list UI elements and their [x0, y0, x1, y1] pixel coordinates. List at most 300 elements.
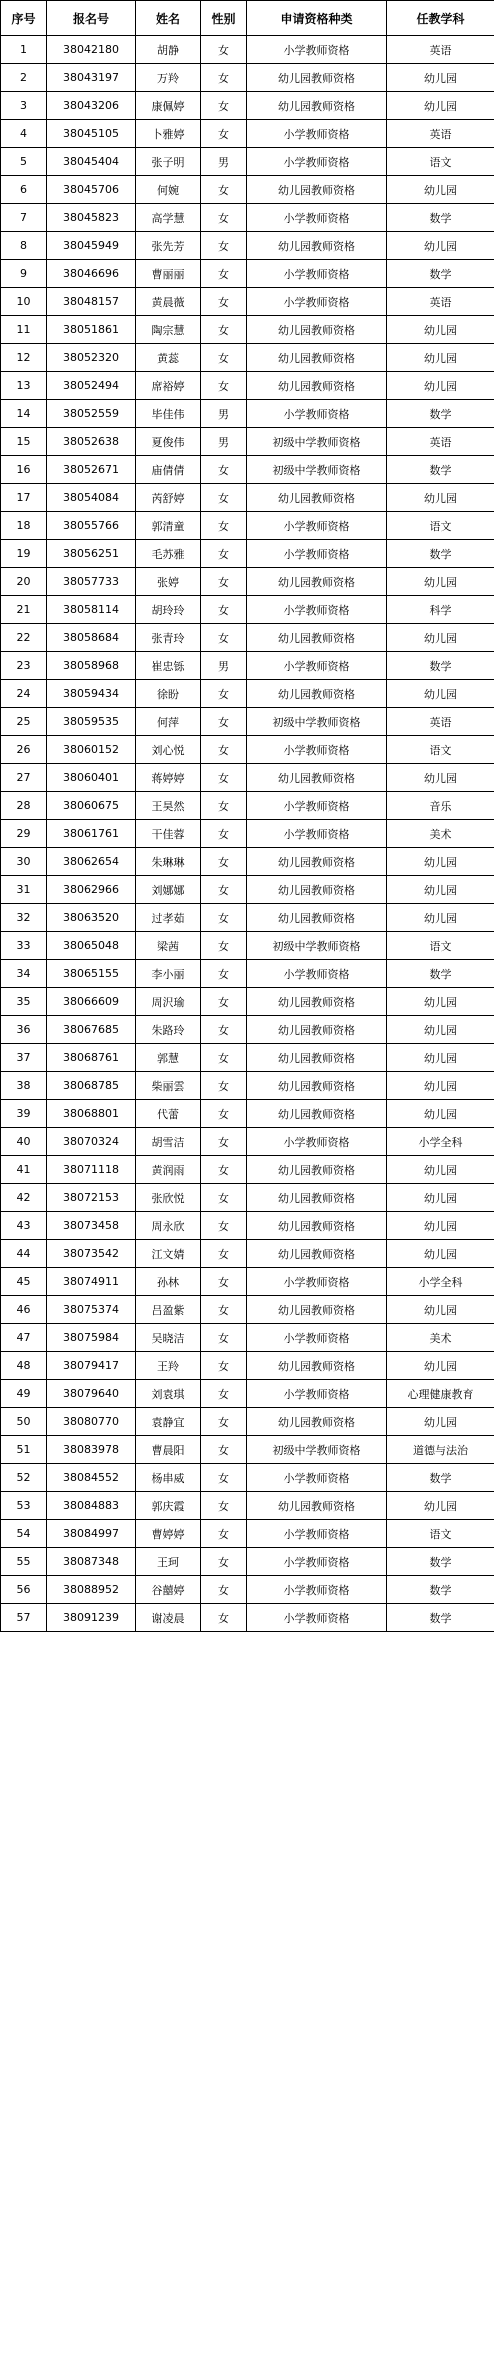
cell-name: 徐盼: [136, 680, 201, 708]
cell-sex: 女: [201, 960, 247, 988]
table-row: [1, 176, 494, 204]
cell-name: 代蕾: [136, 1100, 201, 1128]
table-row: [1, 624, 494, 652]
cell-name: 刘娜娜: [136, 876, 201, 904]
cell-name: 席裕婷: [136, 372, 201, 400]
cell-subject: 幼儿园: [387, 232, 494, 260]
cell-sex: 女: [201, 1380, 247, 1408]
table-row: [1, 288, 494, 316]
cell-cert-type: 幼儿园教师资格: [247, 1352, 387, 1380]
cell-subject: 语文: [387, 1520, 494, 1548]
table-row: [1, 36, 494, 64]
cell-subject: 幼儿园: [387, 92, 494, 120]
cell-seq: 39: [1, 1100, 47, 1128]
cell-subject: 幼儿园: [387, 1016, 494, 1044]
cell-name: 毛苏雅: [136, 540, 201, 568]
cell-seq: 43: [1, 1212, 47, 1240]
cell-subject: 美术: [387, 1324, 494, 1352]
cell-reg-no: 38084883: [47, 1492, 136, 1520]
cell-name: 周永欣: [136, 1212, 201, 1240]
cell-seq: 50: [1, 1408, 47, 1436]
cell-seq: 30: [1, 848, 47, 876]
cell-name: 李小丽: [136, 960, 201, 988]
table-row: [1, 680, 494, 708]
cell-subject: 音乐: [387, 792, 494, 820]
cell-cert-type: 幼儿园教师资格: [247, 1184, 387, 1212]
cell-seq: 57: [1, 1604, 47, 1632]
cell-reg-no: 38045404: [47, 148, 136, 176]
cell-subject: 数学: [387, 204, 494, 232]
cell-sex: 女: [201, 484, 247, 512]
cell-cert-type: 小学教师资格: [247, 1324, 387, 1352]
cell-seq: 54: [1, 1520, 47, 1548]
cell-subject: 幼儿园: [387, 64, 494, 92]
table-row: [1, 1324, 494, 1352]
cell-cert-type: 小学教师资格: [247, 288, 387, 316]
table-row: [1, 260, 494, 288]
cell-cert-type: 幼儿园教师资格: [247, 876, 387, 904]
cell-cert-type: 幼儿园教师资格: [247, 1100, 387, 1128]
table-row: [1, 708, 494, 736]
cell-name: 郭慧: [136, 1044, 201, 1072]
table-row: [1, 1268, 494, 1296]
cell-cert-type: 幼儿园教师资格: [247, 176, 387, 204]
cell-sex: 女: [201, 1268, 247, 1296]
cell-seq: 45: [1, 1268, 47, 1296]
cell-cert-type: 初级中学教师资格: [247, 428, 387, 456]
cell-cert-type: 幼儿园教师资格: [247, 848, 387, 876]
cell-subject: 美术: [387, 820, 494, 848]
cell-cert-type: 幼儿园教师资格: [247, 232, 387, 260]
cell-subject: 幼儿园: [387, 316, 494, 344]
cell-subject: 幼儿园: [387, 848, 494, 876]
cell-sex: 女: [201, 1548, 247, 1576]
cell-name: 过孝茹: [136, 904, 201, 932]
cell-subject: 幼儿园: [387, 1072, 494, 1100]
table-row: [1, 428, 494, 456]
cell-sex: 女: [201, 1072, 247, 1100]
cell-subject: 数学: [387, 1548, 494, 1576]
cell-sex: 男: [201, 428, 247, 456]
cell-sex: 女: [201, 1352, 247, 1380]
cell-cert-type: 幼儿园教师资格: [247, 1156, 387, 1184]
table-row: [1, 456, 494, 484]
cell-subject: 幼儿园: [387, 1296, 494, 1324]
cell-seq: 27: [1, 764, 47, 792]
cell-name: 朱路玲: [136, 1016, 201, 1044]
cell-reg-no: 38059434: [47, 680, 136, 708]
cell-sex: 女: [201, 512, 247, 540]
cell-cert-type: 小学教师资格: [247, 960, 387, 988]
table-row: [1, 904, 494, 932]
table-row: [1, 372, 494, 400]
cell-name: 吕盈紫: [136, 1296, 201, 1324]
table-row: [1, 1520, 494, 1548]
cell-reg-no: 38054084: [47, 484, 136, 512]
cell-cert-type: 小学教师资格: [247, 1128, 387, 1156]
table-header: [1, 1, 494, 36]
cell-subject: 幼儿园: [387, 1156, 494, 1184]
cell-reg-no: 38051861: [47, 316, 136, 344]
cell-cert-type: 小学教师资格: [247, 596, 387, 624]
cell-cert-type: 幼儿园教师资格: [247, 1016, 387, 1044]
cell-seq: 49: [1, 1380, 47, 1408]
cell-reg-no: 38058968: [47, 652, 136, 680]
cell-subject: 幼儿园: [387, 176, 494, 204]
cell-subject: 数学: [387, 960, 494, 988]
table-row: [1, 148, 494, 176]
cell-reg-no: 38052638: [47, 428, 136, 456]
cell-seq: 21: [1, 596, 47, 624]
cell-seq: 56: [1, 1576, 47, 1604]
cell-reg-no: 38079640: [47, 1380, 136, 1408]
header-sex: 性别: [201, 1, 247, 36]
cell-sex: 女: [201, 1436, 247, 1464]
cell-reg-no: 38062654: [47, 848, 136, 876]
cell-sex: 女: [201, 1492, 247, 1520]
cell-subject: 英语: [387, 288, 494, 316]
cell-seq: 2: [1, 64, 47, 92]
cell-seq: 41: [1, 1156, 47, 1184]
cell-name: 黄晨薇: [136, 288, 201, 316]
cell-sex: 女: [201, 624, 247, 652]
cell-sex: 女: [201, 820, 247, 848]
cell-reg-no: 38059535: [47, 708, 136, 736]
cell-subject: 语文: [387, 512, 494, 540]
cell-reg-no: 38070324: [47, 1128, 136, 1156]
table-row: [1, 652, 494, 680]
cell-subject: 幼儿园: [387, 1184, 494, 1212]
cell-subject: 小学全科: [387, 1268, 494, 1296]
table-row: [1, 848, 494, 876]
cell-sex: 女: [201, 540, 247, 568]
cell-seq: 42: [1, 1184, 47, 1212]
table-row: [1, 512, 494, 540]
cell-name: 芮舒婷: [136, 484, 201, 512]
cell-subject: 幼儿园: [387, 372, 494, 400]
cell-seq: 18: [1, 512, 47, 540]
cell-name: 胡雪洁: [136, 1128, 201, 1156]
cell-reg-no: 38066609: [47, 988, 136, 1016]
cell-reg-no: 38065048: [47, 932, 136, 960]
table-row: [1, 1576, 494, 1604]
cell-seq: 38: [1, 1072, 47, 1100]
cell-seq: 7: [1, 204, 47, 232]
cell-name: 曹晨阳: [136, 1436, 201, 1464]
cell-reg-no: 38060152: [47, 736, 136, 764]
cell-subject: 幼儿园: [387, 904, 494, 932]
cell-name: 郭清童: [136, 512, 201, 540]
cell-name: 崔忠铄: [136, 652, 201, 680]
cell-subject: 幼儿园: [387, 484, 494, 512]
cell-subject: 数学: [387, 540, 494, 568]
table-body: [1, 36, 494, 1632]
cell-reg-no: 38065155: [47, 960, 136, 988]
cell-reg-no: 38073458: [47, 1212, 136, 1240]
cell-cert-type: 小学教师资格: [247, 1268, 387, 1296]
table-row: [1, 1604, 494, 1632]
cell-cert-type: 初级中学教师资格: [247, 708, 387, 736]
table-row: [1, 64, 494, 92]
table-row: [1, 1184, 494, 1212]
cell-cert-type: 小学教师资格: [247, 792, 387, 820]
cell-reg-no: 38062966: [47, 876, 136, 904]
cell-seq: 52: [1, 1464, 47, 1492]
cell-name: 郭庆霞: [136, 1492, 201, 1520]
cell-name: 何萍: [136, 708, 201, 736]
cell-seq: 14: [1, 400, 47, 428]
cell-cert-type: 初级中学教师资格: [247, 932, 387, 960]
cell-seq: 11: [1, 316, 47, 344]
cell-reg-no: 38042180: [47, 36, 136, 64]
cell-seq: 13: [1, 372, 47, 400]
cell-reg-no: 38083978: [47, 1436, 136, 1464]
cell-name: 杨串威: [136, 1464, 201, 1492]
cell-name: 刘心悦: [136, 736, 201, 764]
cell-sex: 女: [201, 708, 247, 736]
cell-name: 袁静宜: [136, 1408, 201, 1436]
cell-sex: 女: [201, 1464, 247, 1492]
cell-seq: 16: [1, 456, 47, 484]
cell-name: 卜雅婷: [136, 120, 201, 148]
cell-reg-no: 38068801: [47, 1100, 136, 1128]
cell-subject: 语文: [387, 932, 494, 960]
cell-name: 何婉: [136, 176, 201, 204]
cell-sex: 女: [201, 1520, 247, 1548]
cell-seq: 34: [1, 960, 47, 988]
cell-seq: 10: [1, 288, 47, 316]
cell-cert-type: 初级中学教师资格: [247, 1436, 387, 1464]
cell-cert-type: 小学教师资格: [247, 36, 387, 64]
cell-subject: 幼儿园: [387, 1044, 494, 1072]
cell-seq: 25: [1, 708, 47, 736]
cell-subject: 幼儿园: [387, 1408, 494, 1436]
table-row: [1, 1436, 494, 1464]
cell-reg-no: 38052494: [47, 372, 136, 400]
cell-reg-no: 38060675: [47, 792, 136, 820]
cell-reg-no: 38058684: [47, 624, 136, 652]
cell-sex: 女: [201, 1576, 247, 1604]
cell-seq: 1: [1, 36, 47, 64]
cell-name: 谢凌晨: [136, 1604, 201, 1632]
table-row: [1, 1128, 494, 1156]
cell-seq: 36: [1, 1016, 47, 1044]
cell-cert-type: 小学教师资格: [247, 540, 387, 568]
cell-cert-type: 初级中学教师资格: [247, 456, 387, 484]
cell-sex: 女: [201, 1156, 247, 1184]
cell-cert-type: 幼儿园教师资格: [247, 988, 387, 1016]
table-row: [1, 988, 494, 1016]
cell-name: 蒋婷婷: [136, 764, 201, 792]
cell-sex: 女: [201, 232, 247, 260]
cell-name: 周沢瑜: [136, 988, 201, 1016]
cell-sex: 女: [201, 1044, 247, 1072]
cell-name: 曹婷婷: [136, 1520, 201, 1548]
cell-cert-type: 小学教师资格: [247, 1604, 387, 1632]
cell-name: 陶宗慧: [136, 316, 201, 344]
cell-sex: 女: [201, 1016, 247, 1044]
cell-reg-no: 38091239: [47, 1604, 136, 1632]
cell-subject: 数学: [387, 1604, 494, 1632]
table-row: [1, 232, 494, 260]
cell-sex: 女: [201, 736, 247, 764]
cell-subject: 幼儿园: [387, 680, 494, 708]
cell-reg-no: 38088952: [47, 1576, 136, 1604]
cell-reg-no: 38052320: [47, 344, 136, 372]
cell-sex: 女: [201, 36, 247, 64]
cell-name: 张青玲: [136, 624, 201, 652]
table-row: [1, 1380, 494, 1408]
table-row: [1, 876, 494, 904]
cell-subject: 英语: [387, 36, 494, 64]
cell-cert-type: 小学教师资格: [247, 204, 387, 232]
cell-seq: 17: [1, 484, 47, 512]
cell-subject: 科学: [387, 596, 494, 624]
cell-reg-no: 38071118: [47, 1156, 136, 1184]
cell-sex: 女: [201, 792, 247, 820]
cell-seq: 29: [1, 820, 47, 848]
cell-subject: 幼儿园: [387, 1212, 494, 1240]
cell-seq: 31: [1, 876, 47, 904]
table-row: [1, 400, 494, 428]
cell-sex: 女: [201, 288, 247, 316]
cell-sex: 女: [201, 204, 247, 232]
cell-cert-type: 幼儿园教师资格: [247, 568, 387, 596]
cell-sex: 女: [201, 988, 247, 1016]
table-row: [1, 1240, 494, 1268]
cell-name: 康佩婷: [136, 92, 201, 120]
cell-subject: 幼儿园: [387, 876, 494, 904]
table-row: [1, 736, 494, 764]
cell-seq: 47: [1, 1324, 47, 1352]
cell-seq: 26: [1, 736, 47, 764]
cell-reg-no: 38045706: [47, 176, 136, 204]
cell-seq: 8: [1, 232, 47, 260]
cell-reg-no: 38060401: [47, 764, 136, 792]
cell-sex: 女: [201, 1604, 247, 1632]
cell-subject: 语文: [387, 148, 494, 176]
cell-sex: 女: [201, 344, 247, 372]
cell-sex: 女: [201, 1408, 247, 1436]
cell-seq: 48: [1, 1352, 47, 1380]
cell-cert-type: 小学教师资格: [247, 512, 387, 540]
cell-reg-no: 38074911: [47, 1268, 136, 1296]
table-row: [1, 568, 494, 596]
table-row: [1, 820, 494, 848]
cell-subject: 数学: [387, 652, 494, 680]
cell-sex: 女: [201, 932, 247, 960]
cell-reg-no: 38068785: [47, 1072, 136, 1100]
table-row: [1, 1212, 494, 1240]
cell-name: 柴丽雲: [136, 1072, 201, 1100]
table-row: [1, 204, 494, 232]
cell-sex: 女: [201, 876, 247, 904]
cell-subject: 幼儿园: [387, 1240, 494, 1268]
cell-subject: 心理健康教育: [387, 1380, 494, 1408]
cell-seq: 24: [1, 680, 47, 708]
cell-reg-no: 38052671: [47, 456, 136, 484]
cell-cert-type: 幼儿园教师资格: [247, 64, 387, 92]
cell-cert-type: 小学教师资格: [247, 652, 387, 680]
cell-sex: 女: [201, 92, 247, 120]
cell-cert-type: 小学教师资格: [247, 1548, 387, 1576]
cell-name: 张先芳: [136, 232, 201, 260]
cell-reg-no: 38073542: [47, 1240, 136, 1268]
cell-name: 庙倩倩: [136, 456, 201, 484]
cell-reg-no: 38075984: [47, 1324, 136, 1352]
cell-reg-no: 38063520: [47, 904, 136, 932]
cell-reg-no: 38045949: [47, 232, 136, 260]
cell-seq: 9: [1, 260, 47, 288]
table-row: [1, 1408, 494, 1436]
table-row: [1, 932, 494, 960]
cell-name: 毕佳伟: [136, 400, 201, 428]
cell-cert-type: 小学教师资格: [247, 820, 387, 848]
cell-sex: 男: [201, 148, 247, 176]
table-row: [1, 120, 494, 148]
cell-cert-type: 幼儿园教师资格: [247, 1044, 387, 1072]
cell-sex: 女: [201, 596, 247, 624]
cell-reg-no: 38046696: [47, 260, 136, 288]
cell-cert-type: 小学教师资格: [247, 1464, 387, 1492]
table-row: [1, 1352, 494, 1380]
cell-name: 黄润雨: [136, 1156, 201, 1184]
cell-seq: 46: [1, 1296, 47, 1324]
cell-reg-no: 38084997: [47, 1520, 136, 1548]
cell-seq: 44: [1, 1240, 47, 1268]
cell-sex: 女: [201, 176, 247, 204]
cell-reg-no: 38079417: [47, 1352, 136, 1380]
cell-sex: 男: [201, 652, 247, 680]
cell-subject: 英语: [387, 708, 494, 736]
cell-sex: 女: [201, 680, 247, 708]
cell-subject: 幼儿园: [387, 1492, 494, 1520]
cell-name: 王昊然: [136, 792, 201, 820]
header-row: [1, 1, 494, 36]
cell-subject: 小学全科: [387, 1128, 494, 1156]
cell-seq: 32: [1, 904, 47, 932]
cell-cert-type: 小学教师资格: [247, 120, 387, 148]
cell-name: 高学慧: [136, 204, 201, 232]
cell-sex: 女: [201, 1184, 247, 1212]
cell-seq: 35: [1, 988, 47, 1016]
header-seq: 序号: [1, 1, 47, 36]
header-cert-type: 申请资格种类: [247, 1, 387, 36]
table-row: [1, 1492, 494, 1520]
cell-cert-type: 幼儿园教师资格: [247, 904, 387, 932]
cell-name: 孙林: [136, 1268, 201, 1296]
cell-seq: 40: [1, 1128, 47, 1156]
cell-cert-type: 幼儿园教师资格: [247, 372, 387, 400]
table-row: [1, 1464, 494, 1492]
cell-cert-type: 小学教师资格: [247, 260, 387, 288]
cell-subject: 幼儿园: [387, 988, 494, 1016]
cell-cert-type: 幼儿园教师资格: [247, 680, 387, 708]
header-name: 姓名: [136, 1, 201, 36]
cell-sex: 男: [201, 400, 247, 428]
cell-cert-type: 幼儿园教师资格: [247, 1492, 387, 1520]
cell-name: 张婷: [136, 568, 201, 596]
cell-cert-type: 幼儿园教师资格: [247, 764, 387, 792]
cell-cert-type: 小学教师资格: [247, 148, 387, 176]
cell-seq: 53: [1, 1492, 47, 1520]
table-row: [1, 1548, 494, 1576]
cell-cert-type: 小学教师资格: [247, 1380, 387, 1408]
table-row: [1, 344, 494, 372]
cell-subject: 数学: [387, 456, 494, 484]
cell-sex: 女: [201, 316, 247, 344]
cell-cert-type: 幼儿园教师资格: [247, 344, 387, 372]
